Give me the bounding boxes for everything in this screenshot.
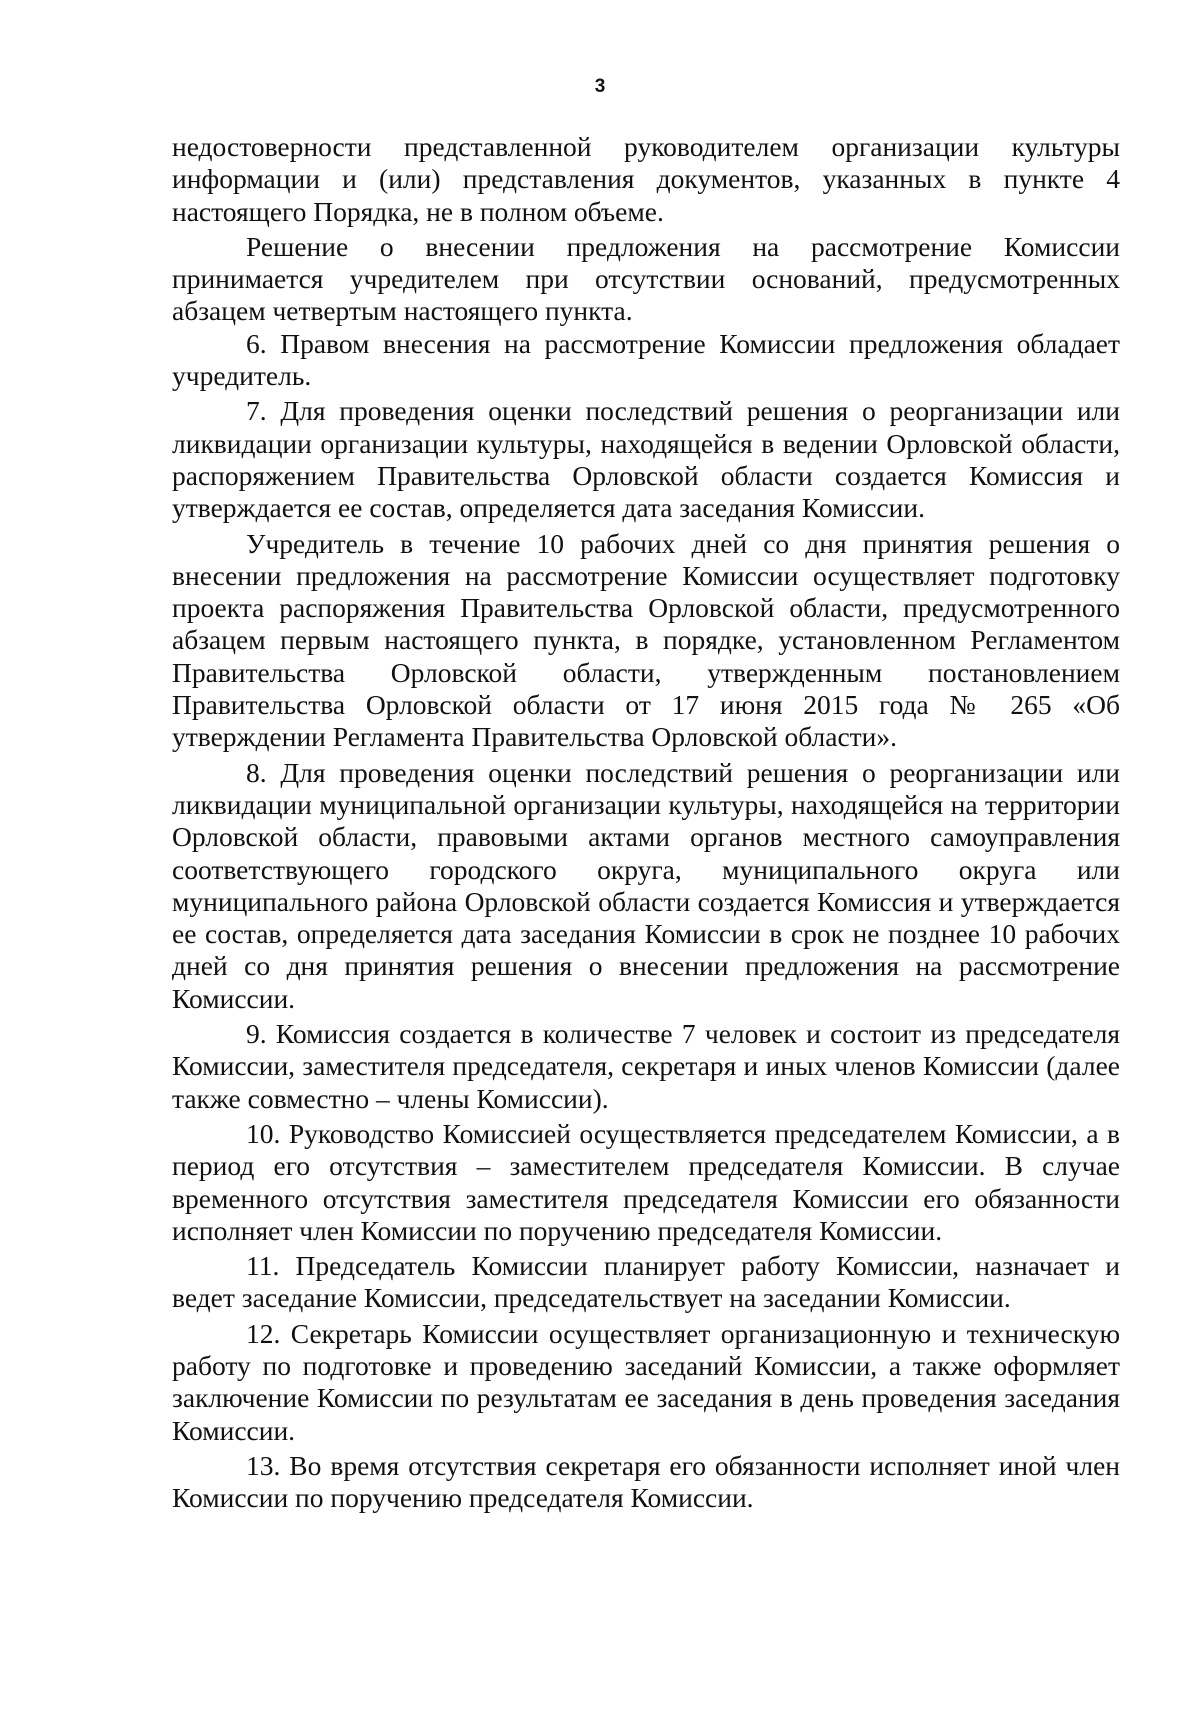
page-number: 3 xyxy=(594,76,606,97)
paragraph-founder: Учредитель в течение 10 рабочих дней со дня принятия решения о внесении предложения на рассмотрение Комиссии осуществляет подготовку проекта распоряжения Правительства Орловской области, предусмотренного абзацем первым настоящего пункта, в порядке, установленном Регламентом Правительства Орловской области, утвержденным постановлением Правительства Орловской области от 17 июня 2015 года № 265 «Об утверждении Регламента Правительства Орловской области». xyxy=(172,527,1120,753)
paragraph-item-13: 13. Во время отсутствия секретаря его обязанности исполняет иной член Комиссии по поручению председателя Комиссии. xyxy=(172,1449,1120,1514)
paragraph-item-7: 7. Для проведения оценки последствий решения о реорганизации или ликвидации организации культуры, находящейся в ведении Орловской области, распоряжением Правительства Орловской области создается Комиссия и утверждается ее состав, определяется дата заседания Комиссии. xyxy=(172,395,1120,524)
paragraph-item-10: 10. Руководство Комиссией осуществляется председателем Комиссии, а в период его отсутствия – заместителем председателя Комиссии. В случае временного отсутствия заместителя председателя Комиссии его обязанности исполняет член Комиссии по поручению председателя Комиссии. xyxy=(172,1117,1120,1246)
paragraph-item-11: 11. Председатель Комиссии планирует работу Комиссии, назначает и ведет заседание Комиссии, председательствует на заседании Комиссии. xyxy=(172,1250,1120,1314)
paragraph-item-8: 8. Для проведения оценки последствий решения о реорганизации или ликвидации муниципальной организации культуры, находящейся на территории Орловской области, правовыми актами органов местного самоуправления соответствующего городского округа, муниципального округа или муниципального района Орловской области создается Комиссия и утверждается ее состав, определяется дата заседания Комиссии в срок не позднее 10 рабочих дней со дня принятия решения о внесении предложения на рассмотрение Комиссии. xyxy=(172,756,1120,1014)
paragraph-continuation: недостоверности представленной руководителем организации культуры информации и (или) представления документов, указанных в пункте 4 настоящего Порядка, не в полном объеме. xyxy=(172,131,1120,227)
paragraph-item-9: 9. Комиссия создается в количестве 7 человек и состоит из председателя Комиссии, заместителя председателя, секретаря и иных членов Комиссии (далее также совместно – члены Комиссии). xyxy=(172,1018,1120,1114)
document-body xyxy=(172,131,1120,1514)
paragraph-item-6: 6. Правом внесения на рассмотрение Комиссии предложения обладает учредитель. xyxy=(172,327,1120,392)
paragraph-decision: Решение о внесении предложения на рассмотрение Комиссии принимается учредителем при отсутствии оснований, предусмотренных абзацем четвертым настоящего пункта. xyxy=(172,230,1120,327)
paragraph-item-12: 12. Секретарь Комиссии осуществляет организационную и техническую работу по подготовке и проведению заседаний Комиссии, а также оформляет заключение Комиссии по результатам ее заседания в день проведения заседания Комиссии. xyxy=(172,1317,1120,1446)
